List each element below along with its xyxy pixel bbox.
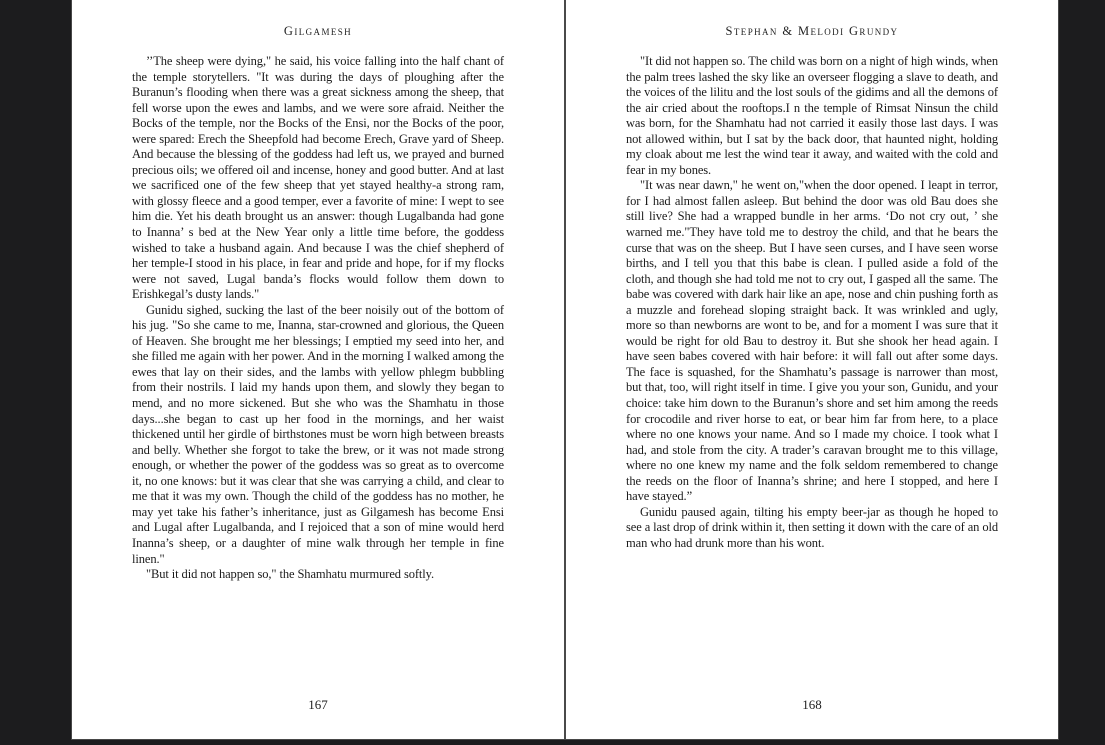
left-text-block <box>132 54 504 583</box>
right-running-header: Stephan & Melodi Grundy <box>725 24 899 38</box>
right-page-number: 168 <box>802 697 822 712</box>
left-page <box>72 0 564 739</box>
book-spread <box>72 0 1058 739</box>
paragraph: "It was near dawn," he went on,"when the door opened. I leapt in terror, for I had almost fallen asleep. But behind the door was old Bau does she still live? She had a wrapped bundle in her arms. ‘Do not cry out, ’ she warned me."They have told me to destroy the child, and that he bears the curse that was on the sheep. But I have seen curses, and I have seen worse births, and I tell you that this babe is clean. I pulled aside a fold of the cloth, and though she had told me not to cry out, I gasped all the same. The babe was covered with dark hair like an ape, nose and chin pushing forth as a muzzle and forehead sloping straight back. It was wrinkled and ugly, more so than newborns are wont to be, and for a moment I was sure that it would be right for old Bau to destroy it. But she shook her head again. I have seen babes covered with hair before: it will fall out after some days. The face is squashed, for the Shamhatu’s passage is narrower than most, but that, too, will right itself in time. I give you your son, Gunidu, and your choice: take him down to the Buranun’s shore and set him among the reeds for crocodile and river horse to eat, or bear him far from here, to a place where no one knows your name. And so I made my choice. I took what I had, and stole from the city. A trader’s caravan brought me to this village, where no one knew my name and the folk seldom remembered to change the reeds on the floor of Inanna’s shrine; and here I stopped, and here I have stayed.” <box>626 178 998 504</box>
right-page <box>566 0 1058 739</box>
right-text-block <box>626 54 998 552</box>
paragraph: ’’The sheep were dying," he said, his voice falling into the half chant of the temple storytellers. "It was during the days of ploughing after the Buranun’s flooding when there was a great sickness among the sheep, that fell worse upon the ewes and lambs, and we were sore afraid. Neither the Bocks of the temple, nor the Bocks of the Ensi, nor the Bocks of the poor, were spared: Erech the Sheepfold had become Erech, Grave yard of Sheep. And because the blessing of the goddess had left us, we prayed and burned precious oils; we offered oil and incense, honey and good butter. And at last we sacrificed one of the few sheep that yet stayed healthy-a strong ram, with glossy fleece and a good temper, ever a favorite of mine: I wept to see him die. Yet his death brought us an answer: though Lugalbanda had gone to Inanna’ s bed at the New Year only a little time before, the goddess wished to take a husband again. And because I was the chief shepherd of her temple-I stood in his place, in fear and pride and hope, for if my flocks were not saved, Lugal banda’s flocks would follow them down to Erishkegal’s dusty lands." <box>132 54 504 302</box>
paragraph: "But it did not happen so," the Shamhatu murmured softly. <box>146 567 435 582</box>
left-running-header: Gilgamesh <box>283 24 353 38</box>
paragraph: Gunidu paused again, tilting his empty beer-jar as though he hoped to see a last drop of drink within it, then setting it down with the care of an old man who had drunk more than his wont. <box>626 504 998 550</box>
paragraph: "It did not happen so. The child was born on a night of high winds, when the palm trees lashed the sky like an overseer flogging a slave to death, and the voices of the lilitu and the lost souls of the gidims and all the demons of the air cried about the rooftops.I n the temple of Rimsat Ninsun the child was born, for the Shamhatu had not carried it easily those last days. I was not allowed within, but I sat by the back door, that haunted night, holding my cloak about me lest the wind tear it away, and waited with the cold and fear in my bones. <box>626 54 998 177</box>
left-page-number: 167 <box>308 697 328 712</box>
paragraph: Gunidu sighed, sucking the last of the beer noisily out of the bottom of his jug. "So she came to me, Inanna, star-crowned and glorious, the Queen of Heaven. She brought me her blessings; I emptied my seed into her, and she filled me again with her power. And in the morning I walked among the ewes that lay on their sides, and the lambs with yellow phlegm bubbling from their nostrils. I laid my hands upon them, and slowly they began to mend, and no more sickened. But she who was the Shamhatu in those days...she began to cast up her food in the mornings, and her waist thickened until her girdle of birthstones must be worn high between breasts and belly. Whether she forgot to take the brew, or it was not made strong enough, or whether the power of the goddess was so great as to overcome it, no one knows: but it was clear that she was carrying a child, and clear to me that it was my own. Though the child of the goddess has no mother, he may yet take his father’s inheritance, just as Gilgamesh has become Ensi and Lugal after Lugalbanda, and I rejoiced that a son of mine would herd Inanna’s sheep, or a daughter of mine walk through her temple in fine linen." <box>132 302 504 566</box>
